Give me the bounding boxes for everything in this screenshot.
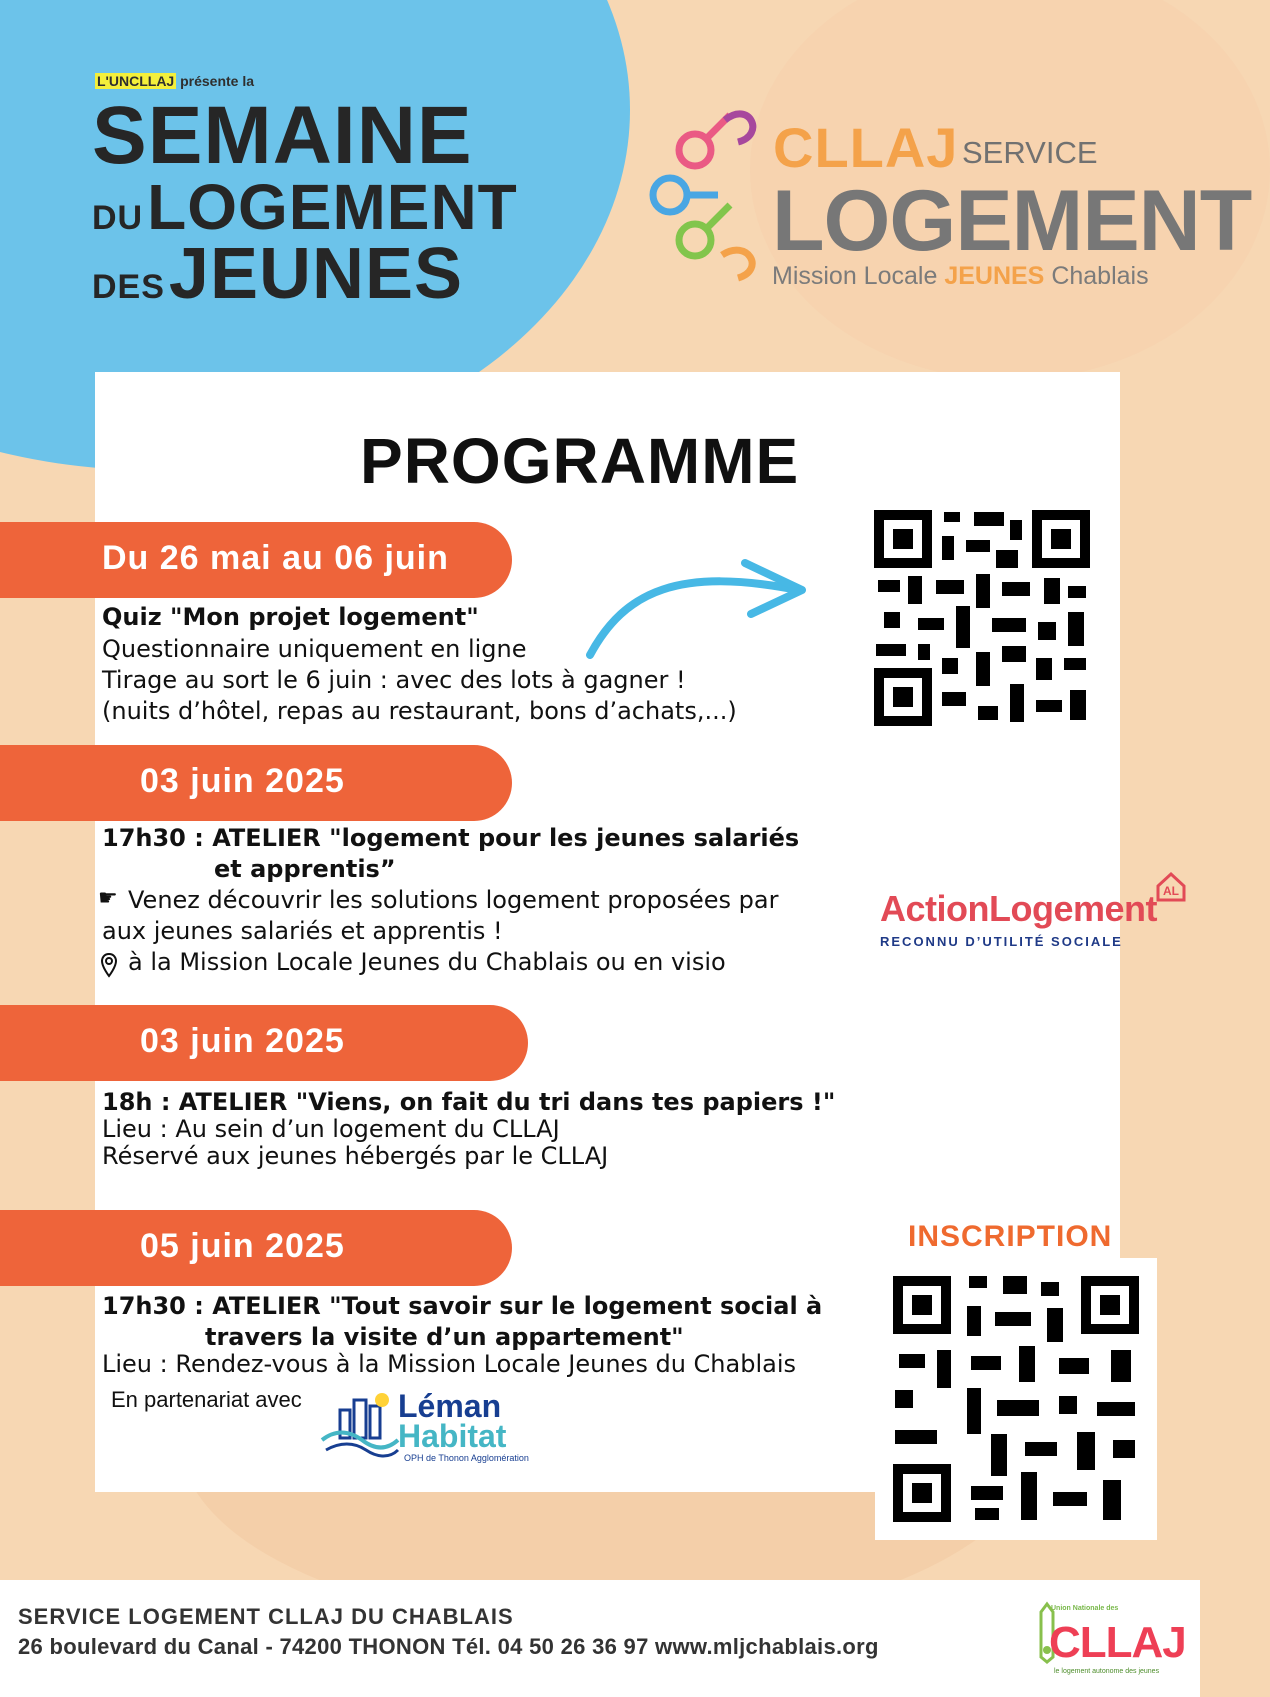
union-nationale-cllaj-logo [1034,1600,1186,1678]
title-jeunes: JEUNES [168,234,464,314]
cllaj-service-logement-logo [650,100,1252,300]
quiz-draw-text: Tirage au sort le 6 juin : avec des lots à gagner ! [102,666,686,694]
contact-address: 26 boulevard du Canal - 74200 THONON Tél. 04 50 26 36 97 www.mljchablais.org [18,1634,879,1659]
qr-code-1[interactable] [872,508,1092,728]
union-nationale-text: Union Nationale des [1051,1605,1119,1612]
action-logement-tagline: RECONNU D’UTILITÉ SOCIALE [880,934,1123,949]
action-logement-word [880,888,1157,930]
pointing-hand-icon: ☛ [98,886,118,911]
cllaj-mini-word: CLLAJ [1049,1618,1186,1667]
atelier-salaries-description: Venez découvrir les solutions logement proposées par [128,886,779,914]
habitat-word: Habitat [398,1418,507,1454]
inscription-label: INSCRIPTION [908,1220,1113,1253]
al-house-icon [1154,870,1188,904]
qr-code-icon [875,1258,1157,1540]
title-logement: LOGEMENT [147,171,518,243]
atelier-logement-social-location: Lieu : Rendez-vous à la Mission Locale Jeunes du Chablais [102,1350,796,1378]
location-pin-icon [100,952,118,978]
presentation-line [95,73,254,89]
quiz-online-text: Questionnaire uniquement en ligne [102,635,527,663]
atelier-tri-audience: Réservé aux jeunes hébergés par le CLLAJ [102,1142,609,1170]
presents-text: présente la [180,73,255,89]
action-logement-logo [880,870,1190,960]
buildings-waves-icon [320,1388,400,1458]
title-du: DU [92,199,144,237]
atelier-salaries-audience: aux jeunes salariés et apprentis ! [102,917,503,945]
quiz-prizes-text: (nuits d’hôtel, repas au restaurant, bons d’achats,...) [102,697,737,725]
date-pill-3: 03 juin 2025 [0,1005,528,1081]
key-circles-icon [650,100,770,290]
partner-intro: En partenariat avec [111,1387,302,1412]
mission-locale-jeunes-chablais [772,262,1149,291]
footer [0,1580,1200,1697]
organizer: L'UNCLLAJ [97,73,175,89]
atelier-salaries-title: 17h30 : ATELIER "logement pour les jeunes salariés [102,824,800,852]
qr-code-icon [872,508,1092,728]
quiz-title: Quiz "Mon projet logement" [102,603,479,631]
atelier-salaries-location: à la Mission Locale Jeunes du Chablais ou en visio [128,948,726,976]
date-pill-2: 03 juin 2025 [0,745,512,821]
date-pill-4: 05 juin 2025 [0,1210,512,1286]
qr-code-inscription[interactable] [875,1258,1157,1540]
service-name: SERVICE LOGEMENT CLLAJ DU CHABLAIS [18,1604,514,1629]
leman-word: Léman [398,1388,502,1424]
title-semaine: SEMAINE [92,90,473,181]
title-logement-line [92,171,518,243]
atelier-salaries-title-continuation: et apprentis” [214,855,396,883]
title-jeunes-line [92,234,464,314]
jeunes-word: JEUNES [944,262,1045,290]
atelier-logement-social-title: 17h30 : ATELIER "Tout savoir sur le logement social à [102,1292,823,1320]
chablais-word: Chablais [1051,262,1149,290]
logement-word: LOGEMENT [772,173,1252,269]
programme-title: PROGRAMME [360,425,800,497]
atelier-tri-location: Lieu : Au sein d’un logement du CLLAJ [102,1115,560,1143]
cllaj-mini-tagline: le logement autonome des jeunes [1054,1668,1160,1675]
date-pill-1: Du 26 mai au 06 juin [0,522,512,598]
mission-word: Mission Locale [772,262,938,290]
al-label: AL [1163,884,1179,898]
title-des: DES [92,268,165,306]
curved-arrow-icon [580,555,810,665]
action-logement-name: ActionLogement [880,888,1157,929]
atelier-logement-social-title-continuation: travers la visite d’un appartement" [205,1323,684,1351]
oph-thonon-text: OPH de Thonon Agglomération [404,1453,529,1463]
leman-habitat-logo [320,1388,570,1468]
atelier-tri-title: 18h : ATELIER "Viens, on fait du tri dans tes papiers !" [102,1088,836,1116]
cllaj-word: CLLAJ [773,116,959,179]
service-word: SERVICE [962,135,1098,170]
